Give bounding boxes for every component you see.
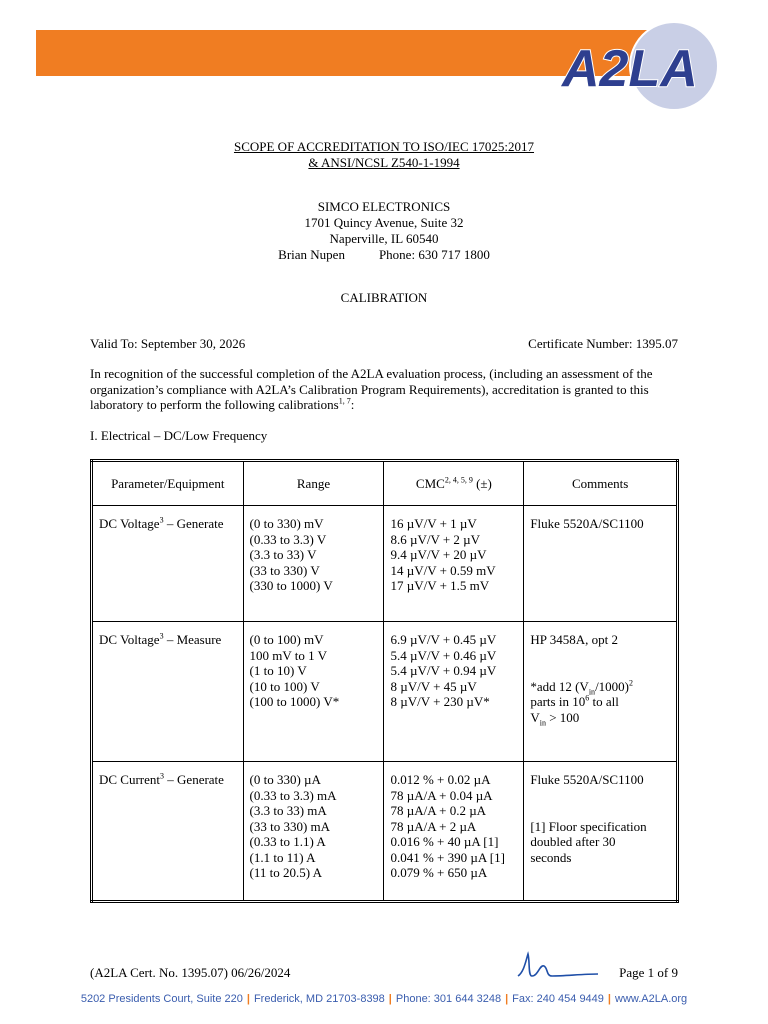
field-heading: CALIBRATION: [340, 290, 428, 305]
row-cmc: 0.012 % + 0.02 µA 78 µA/A + 0.04 µA 78 µA/A + 0.2 µA 78 µA/A + 2 µA 0.016 % + 40 µA [1] 0.041 % + 390 µA [1] 0.079 % + 650 µA: [384, 762, 524, 902]
row-comments: Fluke 5520A/SC1100 [1] Floor specification doubled after 30 seconds: [524, 762, 678, 902]
row-ranges: (0 to 330) µA (0.33 to 3.3) mA (3.3 to 33) mA (33 to 330) mA (0.33 to 1.1) A (1.1 to 11) A (11 to 20.5) A: [243, 762, 384, 902]
footer-address: 5202 Presidents Court, Suite 220: [80, 993, 243, 1005]
org-contact-line: [0, 247, 768, 263]
row-cmc: 6.9 µV/V + 0.45 µV 5.4 µV/V + 0.46 µV 5.4 µV/V + 0.94 µV 8 µV/V + 45 µV 8 µV/V + 230 µV*: [384, 622, 524, 762]
signature-icon: [514, 946, 600, 986]
table-row: [92, 622, 678, 762]
table-header-row: [92, 461, 678, 506]
logo-text: A2LA: [562, 40, 698, 98]
org-city: Naperville, IL 60540: [329, 231, 439, 246]
footer-city: Frederick, MD 21703-8398: [253, 993, 385, 1005]
org-phone: Phone: 630 717 1800: [378, 247, 490, 262]
table-row: [92, 762, 678, 902]
header-comments: Comments: [524, 461, 678, 506]
footer-page-number: Page 1 of 9: [619, 965, 678, 980]
footer-fax: Fax: 240 454 9449: [512, 993, 604, 1005]
footnote-line: parts in $10^6$ to all: [530, 693, 619, 709]
org-street: 1701 Quincy Avenue, Suite 32: [304, 215, 464, 230]
footer-address-bar: 5202 Presidents Court, Suite 220 | Frederick, MD 21703-8398 | Phone: 301 644 3248 | Fax: 240 454 9449 | www.A2LA.org: [80, 993, 688, 1005]
footer-phone: Phone: 301 644 3248: [395, 993, 502, 1005]
a2la-logo: [550, 16, 730, 112]
header-cmc: CMC$^{2, 4, 5, 9}$ (±): [384, 461, 524, 506]
org-name: SIMCO ELECTRONICS: [317, 199, 451, 214]
footer-cert-date: (A2LA Cert. No. 1395.07) 06/26/2024: [90, 965, 291, 980]
title-line-2: & ANSI/NCSL Z540-1-1994: [308, 155, 460, 170]
row-param: DC Voltage$^3$ – Measure: [92, 622, 244, 762]
row-ranges: (0 to 100) mV 100 mV to 1 V (1 to 10) V (10 to 100) V (100 to 1000) V*: [243, 622, 384, 762]
footnote-line: $V_{in} > 100$: [530, 709, 580, 728]
row-cmc: 16 µV/V + 1 µV 8.6 µV/V + 2 µV 9.4 µV/V + 20 µV 14 µV/V + 0.59 mV 17 µV/V + 1.5 mV: [384, 506, 524, 622]
row-comments: HP 3458A, opt 2 *add 12 $(V_{in}/1000)^2$ parts in $10^6$ to all $V_{in} > 100$: [524, 622, 678, 762]
header-param: Parameter/Equipment: [92, 461, 244, 506]
row-param: DC Voltage$^3$ – Generate: [92, 506, 244, 622]
certificate-number: Certificate Number: 1395.07: [528, 336, 678, 351]
intro-paragraph: In recognition of the successful completion of the A2LA evaluation process, (including an assessment of the organization’s compliance with A2LA’s Calibration Program Requirements), accreditation is granted to this laboratory to perform the following calibrations$^{1, 7}$:: [90, 366, 653, 412]
table-row: [92, 506, 678, 622]
section-heading: I. Electrical – DC/Low Frequency: [90, 428, 268, 443]
scope-table: [90, 459, 679, 903]
organization-block: [0, 199, 768, 263]
org-contact: Brian Nupen: [278, 247, 345, 262]
row-comments: Fluke 5520A/SC1100: [524, 506, 678, 622]
page-title: [0, 139, 768, 171]
header-range: Range: [243, 461, 384, 506]
title-line-1: SCOPE OF ACCREDITATION TO ISO/IEC 17025:2017: [233, 139, 535, 154]
row-param: DC Current$^3$ – Generate: [92, 762, 244, 902]
row-ranges: (0 to 330) mV (0.33 to 3.3) V (3.3 to 33) V (33 to 330) V (330 to 1000) V: [243, 506, 384, 622]
footer-website-link[interactable]: www.A2LA.org: [615, 993, 688, 1005]
valid-to: Valid To: September 30, 2026: [90, 336, 246, 351]
footnote-line: *add 12 $(V_{in}/1000)^2$: [530, 678, 634, 697]
